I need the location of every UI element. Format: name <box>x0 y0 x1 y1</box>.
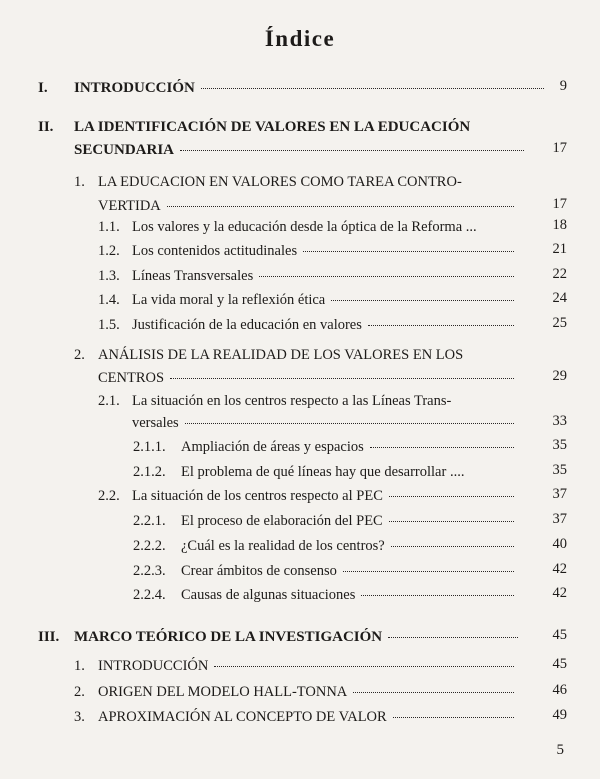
toc-entry-chapter-2[interactable] <box>38 117 530 160</box>
entry-page: 9 <box>559 78 567 94</box>
dot-leader <box>343 571 514 572</box>
entry-title: INTRODUCCIÓN <box>98 658 209 674</box>
toc-entry-chapter-3[interactable] <box>38 627 524 647</box>
dot-leader <box>361 595 514 596</box>
entry-page: 17 <box>552 140 567 156</box>
entry-number: 2.2.1. <box>133 513 166 529</box>
dot-leader <box>388 637 518 638</box>
entry-page: 29 <box>552 368 567 384</box>
entry-number: I. <box>38 80 48 96</box>
entry-title: La situación en los centros respecto a las Líneas Trans- <box>132 393 452 409</box>
dot-leader <box>259 276 514 277</box>
dot-leader <box>214 666 514 667</box>
toc-entry-subsection[interactable] <box>98 486 520 506</box>
dot-leader <box>353 692 514 693</box>
entry-number: 2.2.2. <box>133 538 166 554</box>
entry-number: 1. <box>74 174 85 190</box>
dot-leader <box>167 206 514 207</box>
entry-page: 17 <box>552 196 567 212</box>
dot-leader <box>331 300 514 301</box>
entry-number: 2.2.3. <box>133 563 166 579</box>
toc-entry-section[interactable] <box>74 656 520 676</box>
toc-entry-section[interactable] <box>74 345 520 388</box>
toc-entry-chapter-1[interactable] <box>38 78 550 98</box>
entry-number: 2. <box>74 684 85 700</box>
entry-page: 18 <box>552 217 567 233</box>
dot-leader <box>201 88 544 89</box>
entry-page: 45 <box>552 656 567 672</box>
entry-title-continued: VERTIDA <box>98 198 161 214</box>
entry-number: 1.4. <box>98 292 120 308</box>
entry-number: 3. <box>74 709 85 725</box>
entry-page: 40 <box>552 536 567 552</box>
entry-number: 2.2. <box>98 488 120 504</box>
dot-leader <box>389 496 514 497</box>
entry-number: 1.1. <box>98 219 120 235</box>
entry-number: 2. <box>74 347 85 363</box>
dot-leader <box>389 521 514 522</box>
dot-leader <box>370 447 514 448</box>
dot-leader <box>180 150 524 151</box>
toc-entry-subsubsection[interactable] <box>133 585 520 605</box>
toc-entry-section[interactable] <box>74 172 520 216</box>
entry-page: 35 <box>552 462 567 478</box>
entry-title-continued: versales <box>132 415 179 431</box>
entry-page: 42 <box>552 561 567 577</box>
toc-entry-subsubsection[interactable] <box>133 437 520 457</box>
entry-page: 42 <box>552 585 567 601</box>
toc-entry-subsubsection[interactable] <box>133 536 520 556</box>
entry-title: APROXIMACIÓN AL CONCEPTO DE VALOR <box>98 709 387 725</box>
toc-entry-subsection[interactable] <box>98 241 520 261</box>
entry-title-continued: SECUNDARIA <box>74 142 175 158</box>
entry-number: 2.1. <box>98 393 120 409</box>
entry-page: 46 <box>552 682 567 698</box>
entry-page: 49 <box>552 707 567 723</box>
entry-title: La situación de los centros respecto al PEC <box>132 488 383 504</box>
entry-title: Causas de algunas situaciones <box>181 587 356 603</box>
entry-page: 45 <box>552 627 567 643</box>
entry-title: ANÁLISIS DE LA REALIDAD DE LOS VALORES EN LOS <box>98 347 464 363</box>
toc-entry-section[interactable] <box>74 707 520 727</box>
entry-title: Justificación de la educación en valores <box>132 317 362 333</box>
entry-number: 1.3. <box>98 268 120 284</box>
entry-title: El problema de qué líneas hay que desarrollar .... <box>181 464 465 480</box>
dot-leader <box>185 423 514 424</box>
entry-page: 35 <box>552 437 567 453</box>
entry-page: 24 <box>552 290 567 306</box>
toc-entry-subsubsection[interactable] <box>133 462 520 482</box>
dot-leader <box>170 378 514 379</box>
entry-page: 21 <box>552 241 567 257</box>
toc-entry-section[interactable] <box>74 682 520 702</box>
toc-entry-subsection[interactable] <box>98 217 520 237</box>
entry-title: MARCO TEÓRICO DE LA INVESTIGACIÓN <box>74 629 383 645</box>
entry-title: Los valores y la educación desde la óptica de la Reforma ... <box>132 219 477 235</box>
page-title: Índice <box>264 26 336 51</box>
entry-page: 37 <box>552 511 567 527</box>
entry-title: ¿Cuál es la realidad de los centros? <box>181 538 385 554</box>
entry-number: 2.1.1. <box>133 439 166 455</box>
entry-title: LA IDENTIFICACIÓN DE VALORES EN LA EDUCACIÓN <box>74 119 471 135</box>
entry-number: 2.2.4. <box>133 587 166 603</box>
entry-page: 37 <box>552 486 567 502</box>
entry-page: 22 <box>552 266 567 282</box>
entry-page: 25 <box>552 315 567 331</box>
entry-number: 1.2. <box>98 243 120 259</box>
entry-title-continued: CENTROS <box>98 370 165 386</box>
entry-title: LA EDUCACION EN VALORES COMO TAREA CONTRO- <box>98 174 462 190</box>
entry-number: 2.1.2. <box>133 464 166 480</box>
toc-entry-subsection[interactable] <box>98 266 520 286</box>
entry-number: 1.5. <box>98 317 120 333</box>
toc-entry-subsection[interactable] <box>98 290 520 310</box>
entry-number: II. <box>38 119 54 135</box>
entry-title: Líneas Transversales <box>132 268 254 284</box>
toc-entry-subsubsection[interactable] <box>133 511 520 531</box>
entry-page: 33 <box>552 413 567 429</box>
entry-title: ORIGEN DEL MODELO HALL-TONNA <box>98 684 348 700</box>
entry-number: III. <box>38 629 60 645</box>
entry-title: INTRODUCCIÓN <box>74 80 195 96</box>
toc-entry-subsubsection[interactable] <box>133 561 520 581</box>
toc-entry-subsection[interactable] <box>98 391 520 433</box>
entry-number: 1. <box>74 658 85 674</box>
dot-leader <box>391 546 514 547</box>
entry-title: Los contenidos actitudinales <box>132 243 298 259</box>
dot-leader <box>303 251 514 252</box>
toc-entry-subsection[interactable] <box>98 315 520 335</box>
entry-title: Crear ámbitos de consenso <box>181 563 337 579</box>
page-number: 5 <box>556 742 564 758</box>
entry-title: Ampliación de áreas y espacios <box>181 439 364 455</box>
entry-title: El proceso de elaboración del PEC <box>181 513 383 529</box>
entry-title: La vida moral y la reflexión ética <box>132 292 326 308</box>
dot-leader <box>393 717 514 718</box>
dot-leader <box>368 325 514 326</box>
